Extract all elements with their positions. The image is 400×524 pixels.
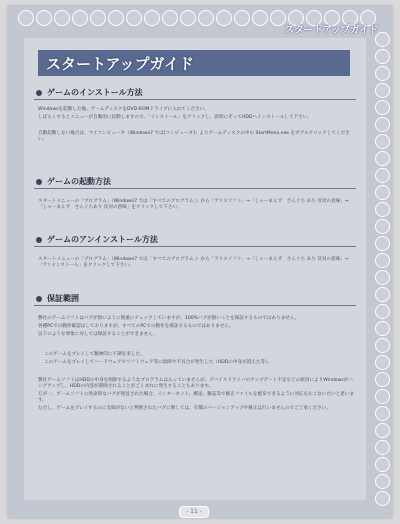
paragraph: このゲームをプレイして精神的に不調を来した。 <box>44 352 145 357</box>
section-install <box>34 86 356 143</box>
side-decoration <box>374 32 390 512</box>
section-warranty <box>34 292 356 412</box>
section-heading: ゲームの起動方法 <box>34 175 356 189</box>
manual-page <box>8 6 392 518</box>
paragraph: 弊社ゲームソフトはHDDの中身を削除するようなプログラムは入っていませんが、デバイスドライバのアップデート不足などの原因によりWindowsがハングアップし、HDDの内容が削除されることがごくまれに発生することもあります。 <box>38 378 353 389</box>
paragraph: 各種PCでの動作確認はしておりますが、すべてのPCでの動作を保証するものではありません。 <box>38 324 234 329</box>
paragraph: ただし、ゲームをプレイするのに支障がないと判断されたバグに関しては、有償のバージョンアップや修正は行いませんのでご了承ください。 <box>38 406 331 411</box>
paragraph: 自動起動しない場合は、マイコンピュータ（Windows7 では[コンピュータ]）よりゲームディスクの中の StartMenu.exe をダブルクリックしてください。 <box>38 131 350 142</box>
paragraph: このゲームをプレイしてハードウェアやソフトウェア等に故障や不具合が発生した（HDDの中身が消えた等）。 <box>44 360 272 365</box>
section-heading: ゲームのインストール方法 <box>34 86 356 100</box>
bullet-icon <box>36 90 42 96</box>
header-title: スタートアップガイド <box>284 25 378 36</box>
content-sheet <box>24 38 366 500</box>
paragraph: スタートメニューの「プログラム」（Windows7 では「すべてのプログラム」）から「アリスソフト」→「しゃーまんず さんぐち あり 反対の意味」→「しゃーまんず さんぐちあり 反対の意味」をクリックして下さい。 <box>38 199 349 210</box>
page-title: スタートアップガイド <box>38 50 350 76</box>
paragraph: 弊社のゲームソフトはバグが無いように慎重にチェックしていますが、100%バグが無いことを保証するものではありません。 <box>38 316 300 321</box>
bullet-icon <box>36 237 42 243</box>
bullet-icon <box>36 179 42 185</box>
paragraph: しばらくするとメニューが自動的に起動しますので、「インストール」をクリックし、説明にそってHDDへインストールして下さい。 <box>38 115 312 120</box>
bullet-icon <box>36 296 42 302</box>
section-heading: ゲームのアンインストール方法 <box>34 233 356 247</box>
paragraph: 以下のような事象に対しては保証することができません。 <box>38 332 158 337</box>
section-launch <box>34 175 356 211</box>
page-number: - 11 - <box>179 506 209 518</box>
section-heading: 保証範囲 <box>34 292 356 306</box>
paragraph: スタートメニューの「プログラム」（Windows7 では「すべてのプログラム」）から「アリスソフト」→「しゃーまんず さんぐち あり 反対の意味」→「アンインストール」をクリックして下さい。 <box>38 257 349 268</box>
section-uninstall <box>34 233 356 269</box>
paragraph: 万が一、ゲームソフトに致命的なバグが発見された場合、インターネット、郵送、雑誌等で修正ファイルを配布できるように対応をおこないたいと思います。 <box>38 392 355 403</box>
paragraph: Windowsを起動した後、ゲームディスクをDVD-ROMドライブに入れてください。 <box>38 107 209 112</box>
